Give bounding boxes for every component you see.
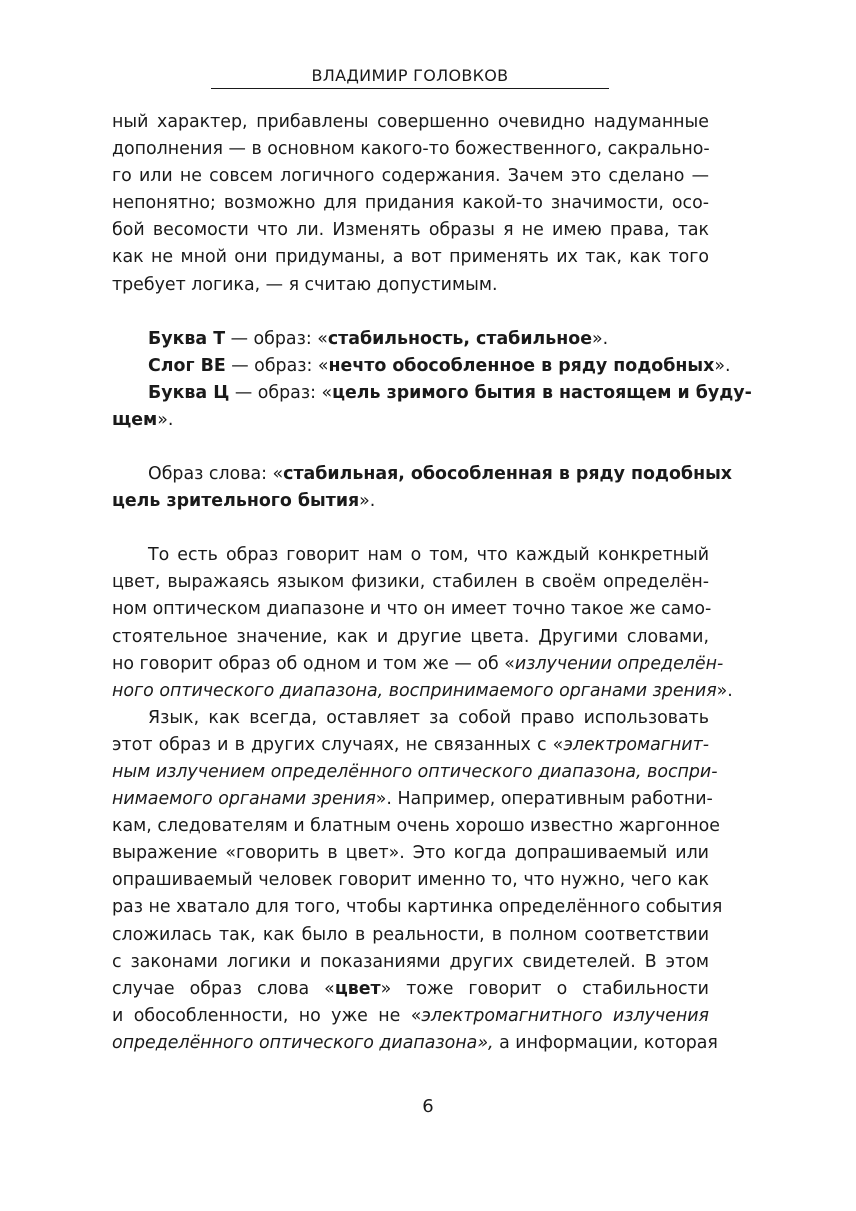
definition-ts: Буква Ц — образ: «цель зримого бытия в настоящем и буду- bbox=[148, 382, 752, 403]
text-line: бой весомости что ли. Изменять образы я не имею права, так bbox=[112, 220, 709, 241]
text-line: и обособленности, но уже не «электромагнитного излучения bbox=[112, 1005, 709, 1026]
text-line: опрашиваемый человек говорит именно то, что нужно, чего как bbox=[112, 870, 709, 891]
text-line: го или не совсем логичного содержания. Зачем это сделано — bbox=[112, 166, 709, 187]
running-head: ВЛАДИМИР ГОЛОВКОВ bbox=[211, 66, 609, 89]
text-line: ный характер, прибавлены совершенно очевидно надуманные bbox=[112, 112, 709, 132]
text-line: сложилась так, как было в реальности, в полном соответствии bbox=[112, 924, 709, 945]
word-image bbox=[112, 461, 733, 515]
text-line: с законами логики и показаниями других свидетелей. В этом bbox=[112, 951, 709, 972]
page-text bbox=[112, 109, 752, 1057]
definition-term: Слог ВЕ bbox=[148, 355, 226, 376]
definition-value: цель зримого бытия в настоящем и буду- bbox=[332, 382, 752, 403]
definition-value: нечто обособленное в ряду подобных bbox=[328, 355, 715, 376]
paragraph-3 bbox=[112, 705, 723, 1057]
text-line: дополнения — в основном какого-то божественного, сакрально- bbox=[112, 139, 710, 160]
definition-term: Буква Ц bbox=[148, 382, 230, 403]
text-line: выражение «говорить в цвет». Это когда допрашиваемый или bbox=[112, 843, 709, 864]
definition-t: Буква Т — образ: «стабильность, стабильное». bbox=[148, 328, 609, 349]
definition-term: Буква Т bbox=[148, 328, 226, 349]
paragraph-1 bbox=[112, 109, 709, 299]
paragraph-2 bbox=[112, 542, 733, 705]
text-line: ном оптическом диапазоне и что он имеет точно такое же само- bbox=[112, 599, 712, 620]
definition-ve: Слог ВЕ — образ: «нечто обособленное в ряду подобных». bbox=[148, 355, 731, 376]
text-line: цвет, выражаясь языком физики, стабилен в своём определён- bbox=[112, 572, 709, 593]
text-line: щем». bbox=[112, 409, 174, 430]
text-line: определённого оптического диапазона», а информации, которая bbox=[112, 1032, 718, 1053]
text-line: этот образ и в других случаях, не связанных с «электромагнит- bbox=[112, 734, 709, 755]
page-number: 6 bbox=[422, 1096, 434, 1117]
text-line: непонятно; возможно для придания какой-то значимости, осо- bbox=[112, 193, 709, 214]
text-line: как не мной они придуманы, а вот применять их так, как того bbox=[112, 247, 709, 268]
text-line: кам, следователям и блатным очень хорошо известно жаргонное bbox=[112, 816, 720, 837]
text-line: раз не хватало для того, чтобы картинка определённого события bbox=[112, 897, 723, 918]
text-line: цель зрительного бытия». bbox=[112, 491, 376, 512]
text-line: ным излучением определённого оптического диапазона, воспри- bbox=[112, 761, 718, 782]
text-line: То есть образ говорит нам о том, что каждый конкретный bbox=[148, 545, 709, 566]
text-line: Образ слова: «стабильная, обособленная в ряду подобных bbox=[148, 464, 733, 485]
text-line: нимаемого органами зрения». Например, оперативным работни- bbox=[112, 789, 713, 810]
text-line: Язык, как всегда, оставляет за собой право использовать bbox=[148, 707, 709, 728]
text-line: случае образ слова «цвет» тоже говорит о стабильности bbox=[112, 978, 709, 999]
text-line: стоятельное значение, как и другие цвета. Другими словами, bbox=[112, 626, 709, 647]
text-line: но говорит образ об одном и том же — об «излучении определён- bbox=[112, 653, 724, 674]
letter-definitions bbox=[112, 326, 752, 434]
text-line: ного оптического диапазона, воспринимаемого органами зрения». bbox=[112, 680, 733, 701]
definition-value: стабильность, стабильное bbox=[327, 328, 592, 349]
text-line: требует логика, — я считаю допустимым. bbox=[112, 274, 498, 295]
